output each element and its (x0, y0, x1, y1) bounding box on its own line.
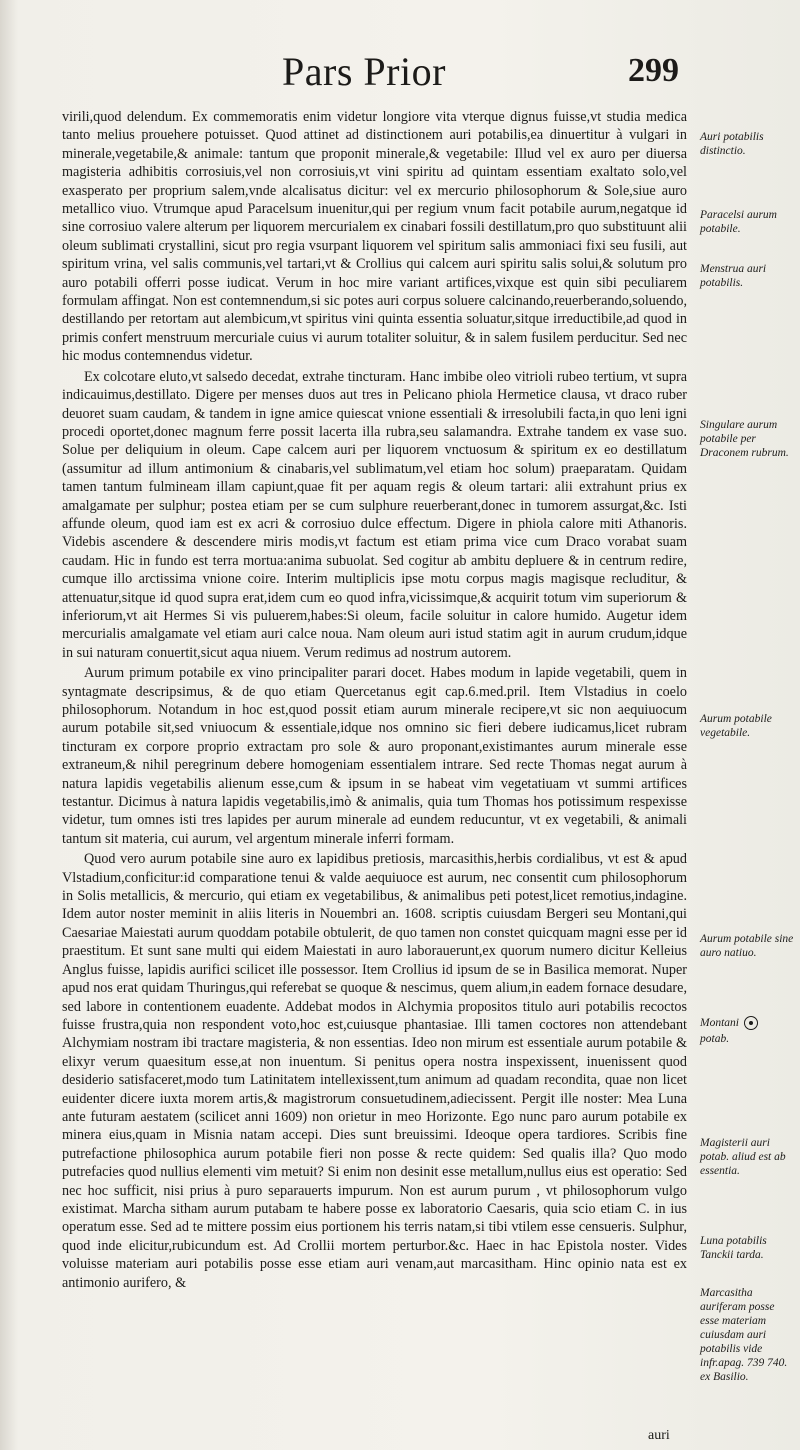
catchword: auri (648, 1428, 670, 1443)
paragraph-3: Aurum primum potabile ex vino principaliter parari docet. Habes modum in lapide vegetabili, quem in syntagmate descripsimus, & de quo etiam Quercetanus egit cap.6.med.pril. Item Vlstadius in coelo philosophorum. Notandum in hoc est,quod possit etiam aurum minerale recipere,vt sic non aequiuocum aurum potabile sit,sed vniuocum & essentiale,idque nos omnino sic fieri debere iudicamus,licet rubram tincturam ex corpore proprio extractam pro sole & auro proponant,existimantes aurum minerale esse extraneum,& nihil peregrinum debere homogeniam essentialem intrare. Sed recte Thomas negat aurum à natura lapidis vegetabilis alienum esse,cum & ipsum in se habeat vim vegetatiuam vt summi artifices testantur. Dicimus à natura lapidis vegetabilis,imò & animalis, quia tum Thomas hos potissimum respexisse videtur, tum omnes isti tres lapides per aurum minerale ad eundem reducuntur, vt ex vegetabili, & animali tantum sit materia, cui aurum, vel argentum minerale inferri formam. (62, 665, 687, 847)
margin-note: Aurum potabile vegetabile. (700, 713, 772, 739)
margin-note: Auri potabilis distinctio. (700, 131, 764, 157)
margin-note: Magisterii auri potab. aliud est ab essentia. (700, 1137, 786, 1177)
sun-symbol-icon (744, 1016, 758, 1030)
margin-note: Aurum potabile sine auro natiuo. (700, 933, 794, 959)
margin-note-text: Montani (700, 1017, 739, 1029)
margin-note-montani (700, 1016, 796, 1030)
margin-note: Singulare aurum potabile per Draconem rubrum. (700, 419, 789, 459)
margin-note: Luna potabilis Tanckii tarda. (700, 1235, 767, 1261)
margin-note: Paracelsi aurum potabile. (700, 209, 777, 235)
running-title: Pars Prior (282, 49, 446, 94)
margin-note: Marcasitha auriferam posse esse materiam cuiusdam auri potabilis vide infr.apag. 739 740. ex Basilio. (700, 1287, 788, 1383)
paragraph-1: virili,quod delendum. Ex commemoratis enim videtur longiore vita vterque dignus fuisse,vt studia medica tanto melius prouehere potuisset. Quod attinet ad distinctionem auri potabilis,ea dinuertitur à vulgari in minerale,vegetabile,& animale: tantum que proponit minerale,& vegetabile: Illud vel ex auro per diuersa magisteria adhibitis corrosiuis,vel non corrosiuis,vt vini spiritu ad quintam essentiam exaltato solo,vel exasperato per proprium salem,vnde alcalisatus dicitur: vel ex mercurio philosophorum & Sole,siue auro metallico viuo. Vtrumque apud Paracelsum inuenitur,qui per regium vnum facit potabile aurum,negatque id sine corrosiuo valere alterum per liquorem mercurialem ex cinabari fossili destillatum,pro quo substituunt alii oleum sublimati crystallini, sicut pro regia vsurpant liquorem vel spiritum salis ammoniaci fixi seu fusili, aut spiritum vrina, vel salis communis,vel tartari,vt & Crollius qui calcem auri spiritu salis solui,& solutum pro auro potabili offerri posse iudicat. Verum in hoc mire variant artifices,vixque est quin sibi peculiarem formulam affingat. Non est contemnendum,si sic potes auri corpus soluere calcinando,reuerberando,soluendo, destillando per retortam aut alembicum,vt spiritus vini quinta essentia soluatur,sitque irreductibile,ad quod in primis confert menstruum mercuriale cuius vi aurum totaliter soluitur, & in salem fusilem perducitur. Sed nec hic modus contemnendus videtur. (62, 109, 687, 365)
margin-note: potab. (700, 1033, 730, 1045)
paragraph-2: Ex colcotare eluto,vt salsedo decedat, extrahe tincturam. Hanc imbibe oleo vitrioli rubeo tertium, vt supra indicauimus,destillato. Digere per menses duos aut tres in Pelicano phiola Hermetice clausa, vt draco ruber deuoret suam caudam, & tandem in igne amice quiescat vnione essentiali & irresolubili facta,in quo leni igni procedi oportet,donec magnum ferre possit lacerta illa rubra,seu salamandra. Extrahe tandem ex vase suo. Solue per deliquium in oleum. Cape calcem auri per liquorem vnctuosum & spiritum ex eo destillatum (assumitur ad illum antimonium & cinabaris,vel sublimatum,vel etiam hoc solum) praeparatam. Quidam tamen tantum fulmineam illam capiunt,quae fit per aquam regis & oleum tartari: alii extrahunt prius ex amalgamate per sulphur; postea etiam per se cum sulphure reuerberant,donec in tumorem assurgat,&c. Isti affunde oleum, quod iam est ex acri & corrosiuo dulce effectum. Digere in phiola calore miti Athanoris. Videbis ascendere & descendere miris modis,vt factum est etiam prima vice cum Draco vorabat suam caudam. Hic in fundo est terra mortua:anima subuolat. Sed cogitur ab ambitu depluere & in centrum redire, cumque illo arctissima vnione coire. Interim multiplicis ipse motu corpus magis magisque recluditur, & attenuatur,sitque id quod supra erat,idem cum eo quod infra,vicissimque,& acquirit totum vim superiorum & inferiorum,vt ait Hermes Si vis puluerem,habes:Si oleum, facile soluitur in calore humido. Augetur idem mercurialis amalgamate vel etiam auri calce noua. Nam oleum auri istud statim agit in aurum crudum,idque in sui naturam conuertit,sicut aqua niuem. Verum redimus ad nostrum autorem. (62, 368, 687, 661)
page-header (0, 48, 800, 98)
paragraph-4: Quod vero aurum potabile sine auro ex lapidibus pretiosis, marcasithis,herbis cordialibus, vt est & apud Vlstadium,conficitur:id comparatione tenui & valde aequiuoce est aurum, nec consentit cum philosophorum in Solis metallicis, & mercurio, qui etiam ex vegetabilibus, & animalibus peti potest,licet remotius,indagine. Idem autor noster meminit in aliis literis in Nouembri an. 1608. scriptis cuiusdam Bergeri seu Montani,qui Caesariae Maiestati aurum quoddam potabile obtulerit, de quo tamen non constet quicquam magni esse per id praestitum. Et sunt sane multi qui eidem Maiestati in auro laborauerunt,ex quorum numero dicitur Kelleius Anglus fuisse, lapidis aurifici scilicet ille possessor. Item Crollius id ipsum de se in Basilica memorat. Nuper apud nos erat quidam Thuringus,qui referebat se quoque & nescimus, quem alium,in eadem fornace desudare, sed labore in contentionem euadente. Addebat modos in Alchymia propositos titulo auri potabilis recoctos fuisse frustra,quia non respondent voto,hoc est,cuiusque phantasiae. Illi tamen coctores non attendebant Alchymiam nostram ibi tractare magisteria, & non essentias. Ideo non mirum est essentiale aurum potabile & elixyr verum quaesitum esse,at non inuentum. Si penitus opera nostra inspexissent, inuenissent quod desiderio satisfaceret,modo tum Latinitatem intellexissent,tum animum ad quadam recondita, quae non licet euidenter dicere iuxta morem artis,& magistrorum consuetudinem,adiecissent. Pergit ille noster: Mea Luna ante futuram aestatem (scilicet anni 1609) non orietur in meo Horizonte. Ego nunc paro aurum potabile ex minera eius,quam in Misnia natam accepi. Dies sunt breuissimi. Ideoque opera tardiores. Scribis fine putrefactione philosophica aurum potabile fieri non posse & recte quidem: Sed qualis illa? Quo modo putrefacies quod nullius elementi vim metuit? Si enim non desinit esse metallum,nullus eius est operatio: Sed nec hoc sufficit, nisi prius à puro separauerts impurum. Non est aurum purum , vt philosophorum vulgo existimat. Marcha sitham aurum putabam te habere posse ex laboratorio Caesaris, quia scio etiam C. in ius operatum esse. Sed ad te mittere possim eius portionem his terris natam,si tibi vtilem esse censueris. Sulphur, quod inde elicitur,rubicundum est. Ad Crollii mortem perturbor.&c. Haec in hac Epistola noster. Vides voluisse materiam auri potabilis posse esse etiam auri venam,aut marcasitham. Hinc opinio nata est ex antimonio aurifero, & (62, 851, 687, 1291)
page-number: 299 (628, 52, 679, 89)
margin-note: Menstrua auri potabilis. (700, 263, 767, 289)
main-text (62, 108, 687, 1294)
